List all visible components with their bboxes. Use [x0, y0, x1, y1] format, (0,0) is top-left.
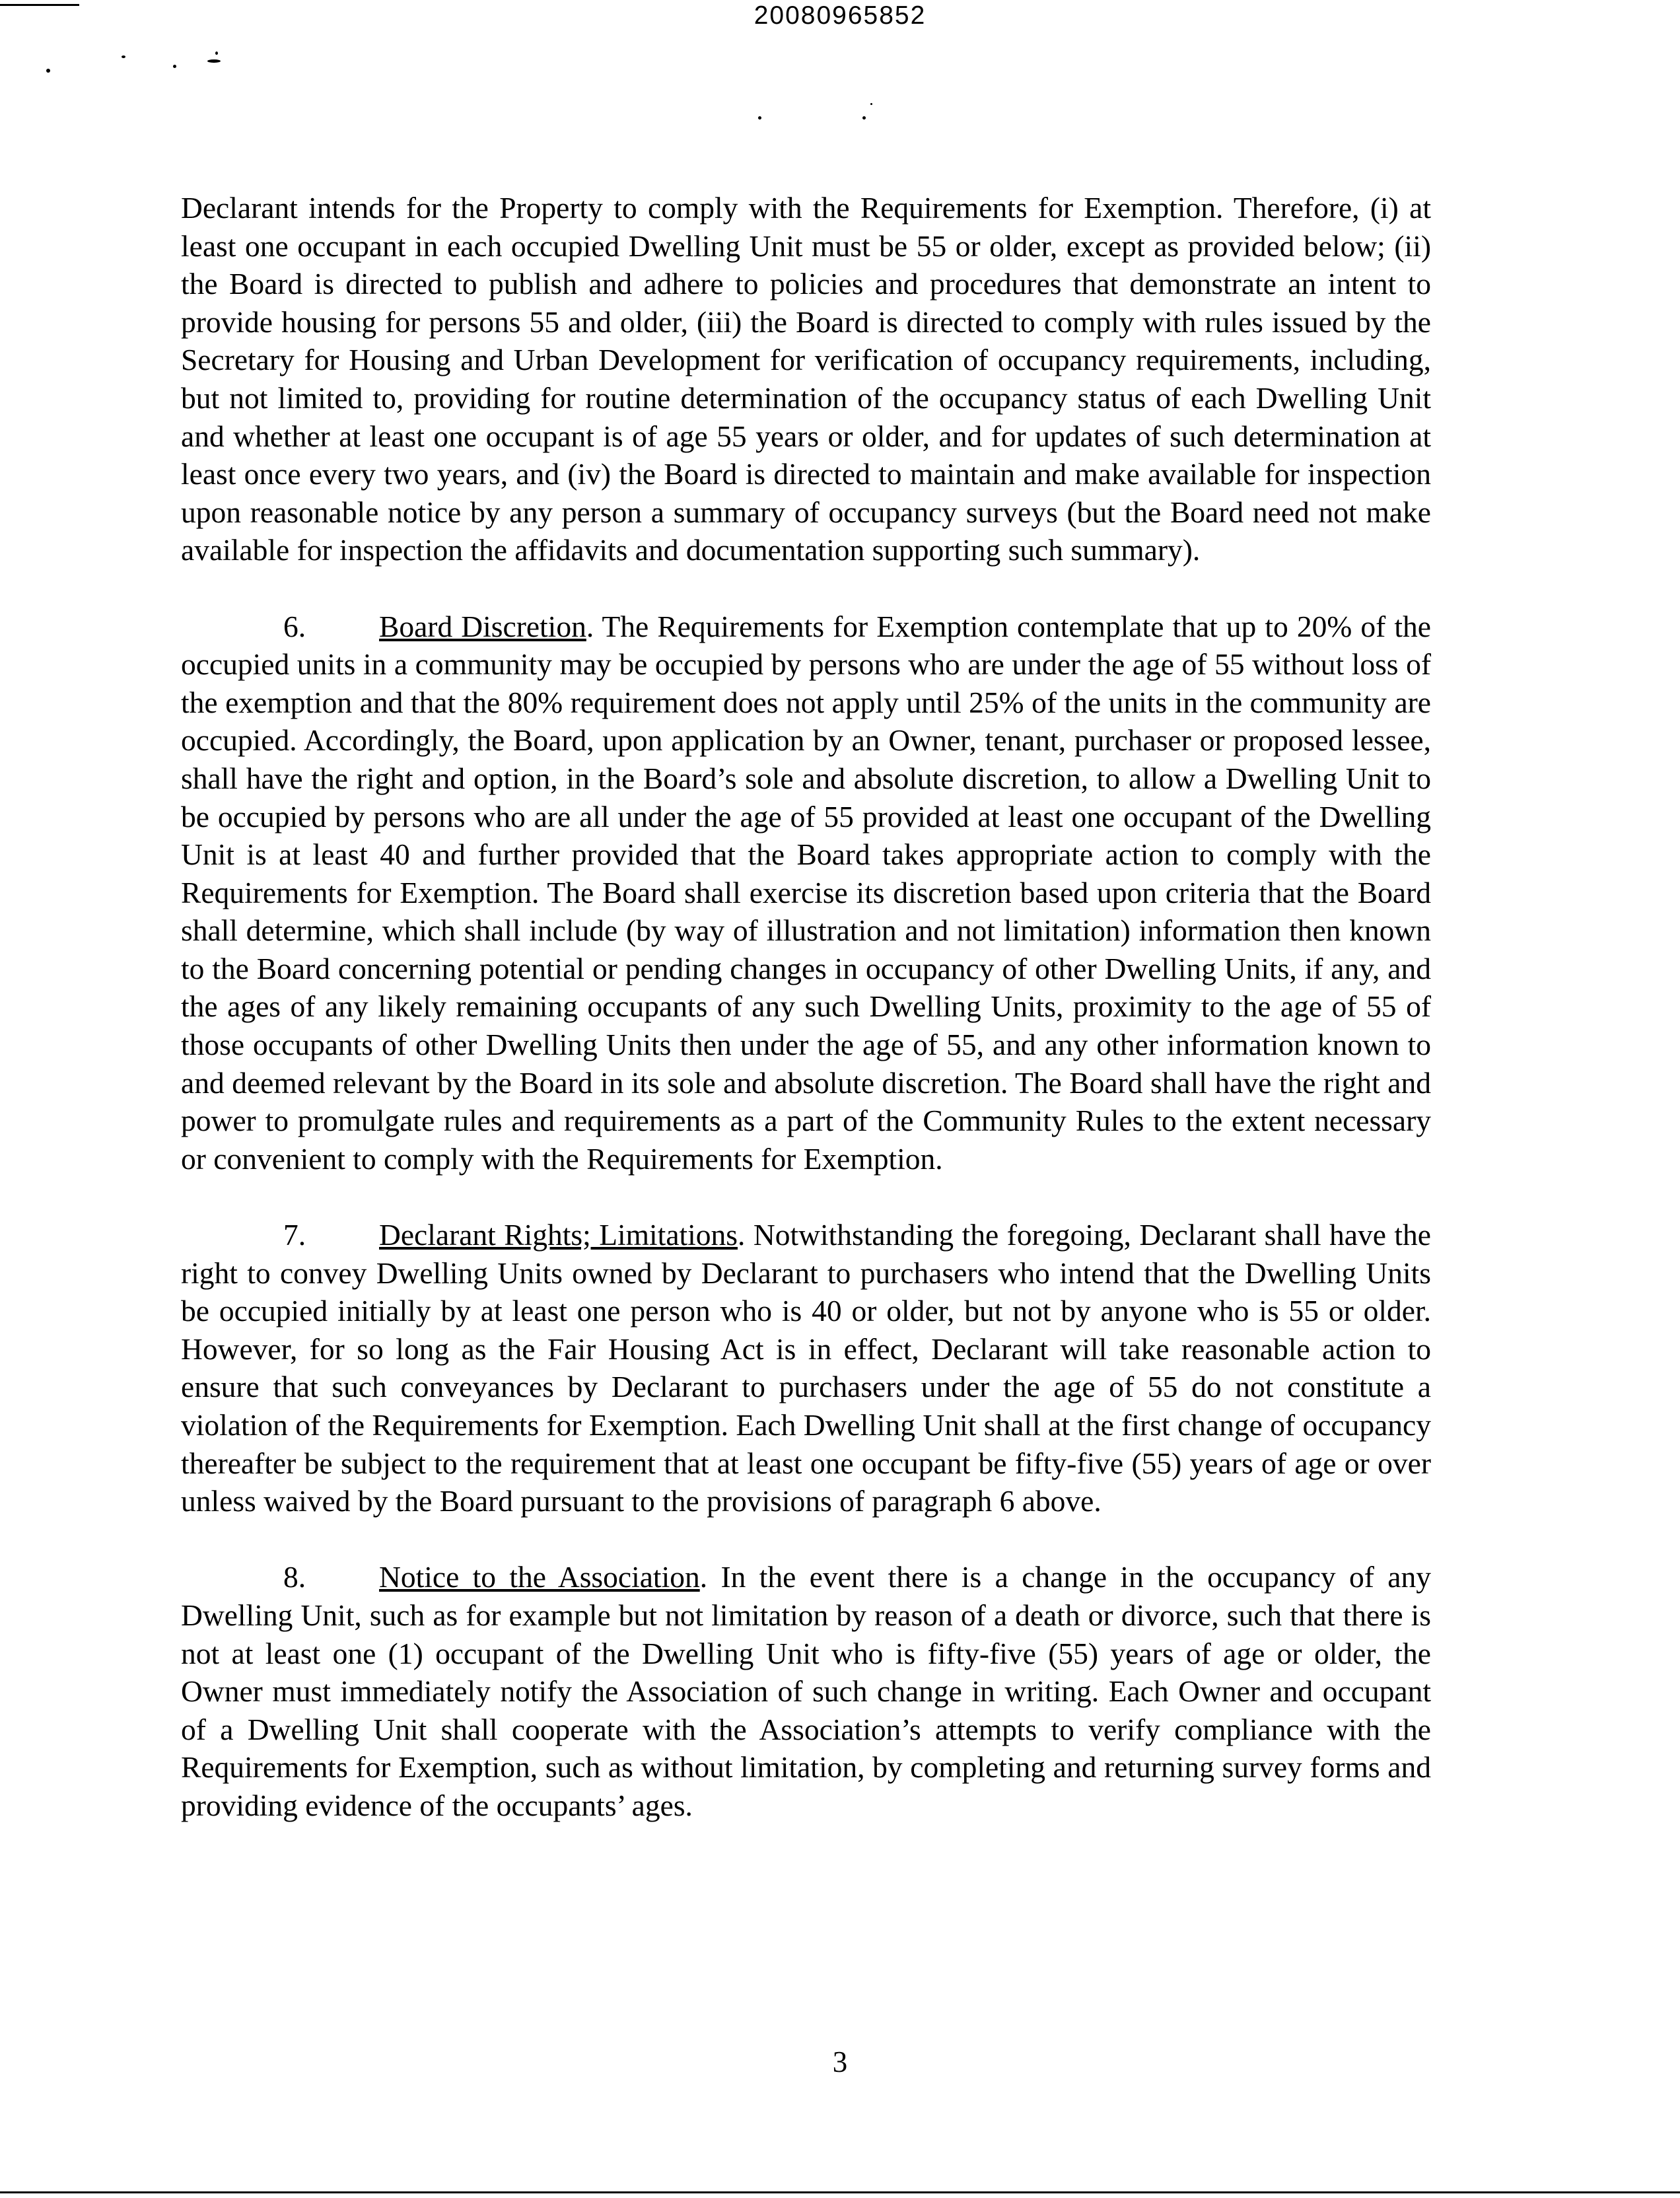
- page-number: 3: [832, 2045, 848, 2078]
- scan-speck: [46, 69, 50, 73]
- document-body: [181, 189, 1431, 1825]
- section-text: . The Requirements for Exemption contemplate that up to 20% of the occupied units in a community may be occupied by persons who are under the age of 55 without loss of the exemption and that the 80% requirement does not apply until 25% of the units in the community are occupied. Accordingly, the Board, upon application by an Owner, tenant, purchaser or proposed lessee, shall have the right and option, in the Board’s sole and absolute discretion, to allow a Dwelling Unit to be occupied by persons who are all under the age of 55 provided at least one occupant of the Dwelling Unit is at least 40 and further provided that the Board takes appropriate action to comply with the Requirements for Exemption. The Board shall exercise its discretion based upon criteria that the Board shall determine, which shall include (by way of illustration and not limitation) information then known to the Board concerning potential or pending changes in occupancy of other Dwelling Units, if any, and the ages of any likely remaining occupants of any such Dwelling Units, proximity to the age of 55 of those occupants of other Dwelling Units then under the age of 55, and any other information known to and deemed relevant by the Board in its sole and absolute discretion. The Board shall have the right and power to promulgate rules and requirements as a part of the Community Rules to the extent necessary or convenient to comply with the Requirements for Exemption.: [181, 609, 1431, 1176]
- scan-speck: [862, 116, 866, 120]
- section-heading: Declarant Rights; Limitations: [379, 1218, 738, 1252]
- scan-speck: [215, 52, 218, 55]
- section-text: . In the event there is a change in the occupancy of any Dwelling Unit, such as for example but not limitation by reason of a death or divorce, such that there is not at least one (1) occupant of the Dwelling Unit who is fifty-five (55) years of age or older, the Owner must immediately notify the Association of such change in writing. Each Owner and occupant of a Dwelling Unit shall cooperate with the Association’s attempts to verify compliance with the Requirements for Exemption, such as without limitation, by completing and returning survey forms and providing evidence of the occupants’ ages.: [181, 1560, 1432, 1822]
- section-8: [181, 1558, 1431, 1824]
- intro-paragraph: Declarant intends for the Property to comply with the Requirements for Exemption. Therefore, (i) at least one occupant in each occupied Dwelling Unit must be 55 or older, except as provided below; (ii) the Board is directed to publish and adhere to policies and procedures that demonstrate an intent to provide housing for persons 55 and older, (iii) the Board is directed to comply with rules issued by the Secretary for Housing and Urban Development for verification of occupancy requirements, including, but not limited to, providing for routine determination of the occupancy status of each Dwelling Unit and whether at least one occupant is of age 55 years or older, and for updates of such determination at least once every two years, and (iv) the Board is directed to maintain and make available for inspection upon reasonable notice by any person a summary of occupancy surveys (but the Board need not make available for inspection the affidavits and documentation supporting such summary).: [181, 191, 1431, 567]
- section-text: . Notwithstanding the foregoing, Declarant shall have the right to convey Dwelling Units owned by Declarant to purchasers who intend that the Dwelling Units be occupied initially by at least one person who is 40 or older, but not by anyone who is 55 or older. However, for so long as the Fair Housing Act is in effect, Declarant will take reasonable action to ensure that such conveyances by Declarant to purchasers under the age of 55 do not constitute a violation of the Requirements for Exemption. Each Dwelling Unit shall at the first change of occupancy thereafter be subject to the requirement that at least one occupant be fifty-five (55) years of age or over unless waived by the Board pursuant to the provisions of paragraph 6 above.: [181, 1218, 1431, 1518]
- scan-speck: [122, 55, 125, 58]
- scan-speck: [173, 65, 176, 68]
- bottom-rule: [0, 2191, 1680, 2193]
- document-number: 20080965852: [753, 1, 927, 30]
- section-number: 6.: [283, 609, 306, 643]
- scan-speck: [207, 59, 221, 63]
- section-number: 7.: [283, 1218, 306, 1252]
- section-6: [181, 608, 1431, 1178]
- section-heading: Board Discretion: [379, 609, 586, 643]
- scan-speck: [870, 103, 872, 105]
- section-7: [181, 1216, 1431, 1520]
- section-number: 8.: [283, 1560, 306, 1594]
- scan-speck: [758, 116, 761, 120]
- section-heading: Notice to the Association: [379, 1560, 700, 1594]
